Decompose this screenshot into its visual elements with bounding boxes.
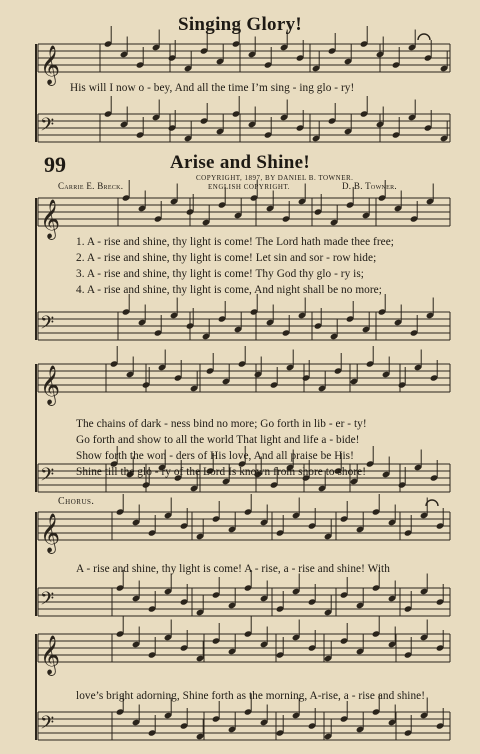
staff-1-bass	[38, 294, 450, 340]
staff-3-treble	[38, 494, 450, 554]
verse-1-line-1: 1. A - rise and shine, thy light is come! The Lord hath made thee free;	[76, 236, 394, 248]
bass-clef-icon: 𝄢	[40, 313, 55, 338]
fermata-icon	[426, 500, 438, 506]
bass-clef-icon: 𝄢	[40, 115, 55, 140]
lyricist: Carrie E. Breck.	[58, 181, 124, 191]
hymn-title: Arise and Shine!	[170, 152, 310, 173]
chorus-line-2: love’s bright adorning, Shine forth as the morning, A-rise, a - rise and shine!	[76, 690, 426, 702]
bass-clef-icon: 𝄢	[40, 589, 55, 614]
prev-hymn-lyric: His will I now o - bey, And all the time I’m sing - ing glo - ry!	[70, 82, 355, 94]
copyright-line-2: ENGLISH COPYRIGHT.	[208, 183, 290, 191]
treble-clef-icon: 𝄞	[40, 45, 61, 85]
treble-clef-icon: 𝄞	[40, 199, 61, 239]
chorus-label: Chorus.	[58, 496, 95, 507]
verse-3-line-1: 3. A - rise and shine, thy light is come! Thy God thy glo - ry is;	[76, 268, 364, 280]
treble-clef-icon: 𝄞	[40, 513, 61, 553]
staff-4-treble	[38, 616, 450, 676]
staff-3-bass	[38, 570, 450, 616]
verse-2-line-1: 2. A - rise and shine, thy light is come! Let sin and sor - row hide;	[76, 252, 377, 264]
copyright-line-1: COPYRIGHT, 1897, BY DANIEL B. TOWNER.	[196, 174, 354, 182]
treble-clef-icon: 𝄞	[40, 635, 61, 675]
staff-2-treble	[38, 346, 450, 406]
verse-4-line-1: 4. A - rise and shine, thy light is come, And night shall be no more;	[76, 284, 382, 296]
bass-clef-icon: 𝄢	[40, 713, 55, 738]
hymn-number: 99	[44, 152, 66, 177]
treble-clef-icon: 𝄞	[40, 365, 61, 405]
verse-4-line-2: Shine till the glo - ry of the Lord Is known from shore to shore!	[76, 466, 367, 478]
prev-hymn-title: Singing Glory!	[177, 14, 303, 35]
staff-prev-bass	[38, 96, 450, 142]
bass-clef-icon: 𝄢	[40, 465, 55, 490]
verse-1-line-2: The chains of dark - ness bind no more; Go forth in lib - er - ty!	[76, 418, 367, 430]
composer: D. B. Towner.	[342, 181, 397, 191]
chorus-line-1: A - rise and shine, thy light is come! A - rise, a - rise and shine! With	[76, 563, 390, 575]
verse-3-line-2: Show forth the won - ders of His love, And all praise be His!	[76, 450, 354, 462]
verse-2-line-2: Go forth and show to all the world That light and life a - bide!	[76, 434, 360, 446]
